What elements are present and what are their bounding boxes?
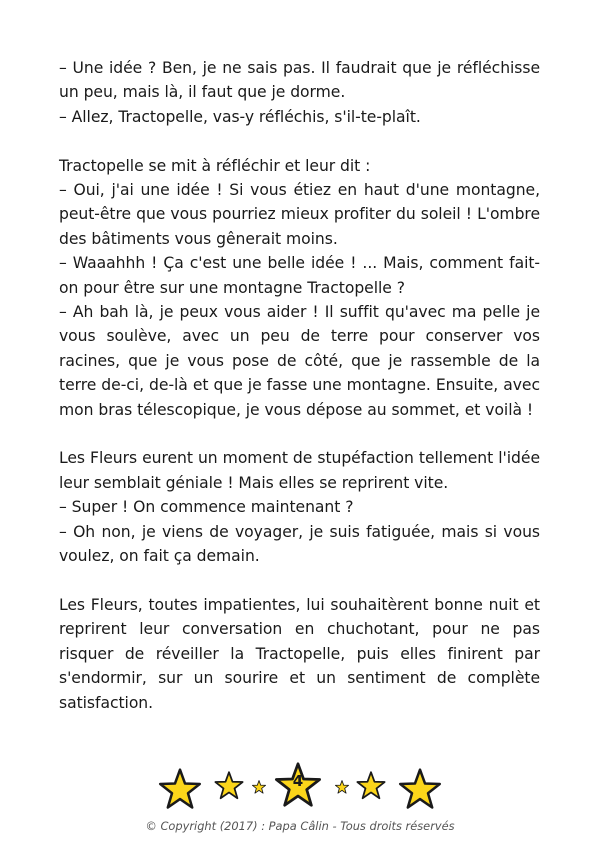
story-text (59, 56, 540, 715)
paragraph-gap (59, 569, 540, 593)
paragraph: – Waaahhh ! Ça c'est une belle idée ! ... Mais, comment fait-on pour être sur une montagne Tractopelle ? (59, 254, 540, 297)
paragraph: – Une idée ? Ben, je ne sais pas. Il faudrait que je réfléchisse un peu, mais là, il faut que je dorme. (59, 59, 540, 102)
copyright-notice: © Copyright (2017) : Papa Câlin - Tous droits réservés (145, 819, 455, 833)
star-icon (398, 768, 442, 810)
paragraph: – Oh non, je viens de voyager, je suis fatiguée, mais si vous voulez, on fait ça demain. (59, 522, 540, 566)
paragraph: Tractopelle se mit à réfléchir et leur dit : (59, 156, 371, 175)
star-icon (158, 768, 202, 810)
paragraph: Les Fleurs, toutes impatientes, lui souhaitèrent bonne nuit et reprirent leur conversation en chuchotant, pour ne pas risquer de réveiller la Tractopelle, puis elles finirent par s'endormir, sur un sourire et un sentiment de complète satisfaction. (59, 595, 540, 712)
paragraph: – Ah bah là, je peux vous aider ! Il suffit qu'avec ma pelle je vous soulève, avec un peu de terre pour conserver vos racines, que je vous pose de côté, que je rassemble de la terre de-ci, de-là et que je fasse une montagne. Ensuite, avec mon bras télescopique, je vous dépose au sommet, et voilà ! (59, 303, 540, 419)
paragraph-gap (59, 422, 540, 446)
paragraph-gap (59, 129, 540, 153)
page-number: 4 (292, 772, 304, 790)
star-icon (252, 780, 266, 794)
paragraph: – Allez, Tractopelle, vas-y réfléchis, s'il-te-plaît. (59, 107, 421, 126)
star-icon (356, 771, 386, 800)
star-icon (335, 780, 349, 794)
paragraph: Les Fleurs eurent un moment de stupéfaction tellement l'idée leur semblait géniale ! Mais elles se reprirent vite. (59, 449, 540, 492)
paragraph: – Super ! On commence maintenant ? (59, 498, 354, 517)
paragraph: – Oui, j'ai une idée ! Si vous étiez en haut d'une montagne, peut-être que vous pourriez mieux profiter du soleil ! L'ombre des bâtiments vous gênerait moins. (59, 181, 540, 248)
star-icon (214, 771, 244, 800)
